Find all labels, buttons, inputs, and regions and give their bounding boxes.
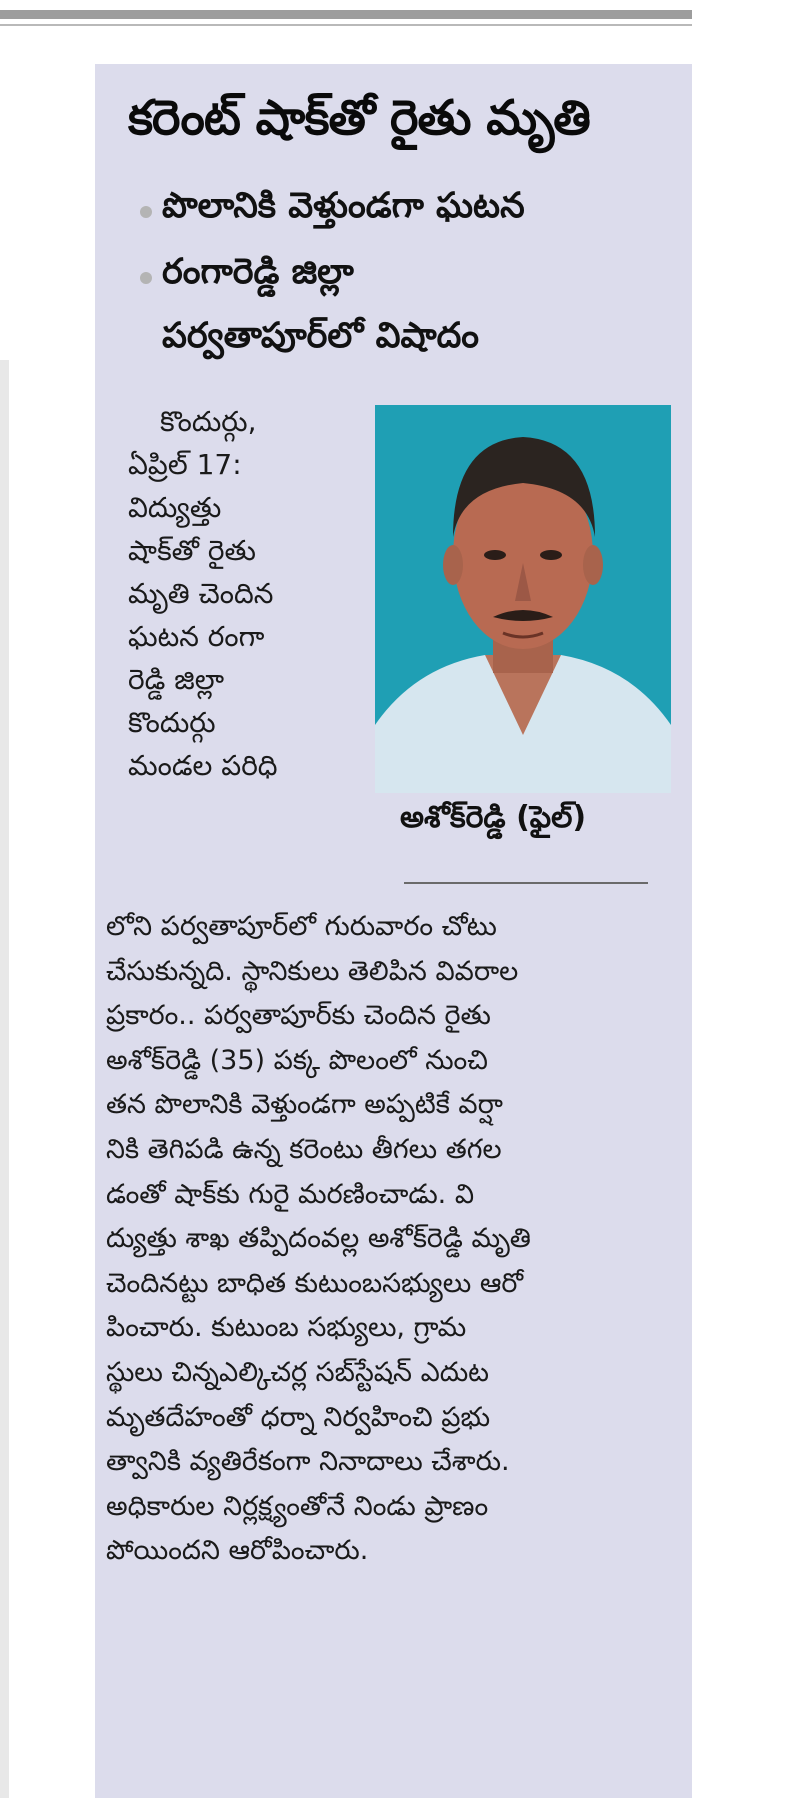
portrait-image — [375, 405, 671, 793]
intro-line: రెడ్డి జిల్లా — [128, 663, 225, 696]
body-line: లోని పర్వతాపూర్‌లో గురువారం చోటు — [106, 911, 497, 942]
body-line: ద్యుత్తు శాఖ తప్పిదంవల్ల అశోక్‌రెడ్డి మృతి — [106, 1223, 531, 1255]
subheading: రంగారెడ్డి జిల్లా — [162, 252, 354, 292]
subheading: పొలానికి వెళ్తుండగా ఘటన — [162, 186, 525, 226]
body-line: త్వానికి వ్యతిరేకంగా నినాదాలు చేశారు. — [106, 1446, 510, 1478]
adjacent-column-edge — [0, 360, 9, 1798]
intro-line: కొందుర్గు — [128, 706, 216, 739]
body-line: మృతదేహంతో ధర్నా నిర్వహించి ప్రభు — [106, 1401, 491, 1433]
body-line: అశోక్‌రెడ్డి (35) పక్క పొలంలో నుంచి — [106, 1044, 488, 1076]
body-line: అధికారుల నిర్లక్ష్యంతోనే నిండు ప్రాణం — [106, 1490, 489, 1522]
body-line: ప్రకారం.. పర్వతాపూర్‌కు చెందిన రైతు — [106, 1000, 491, 1032]
body-line: స్థులు చిన్నఎల్కిచర్ల సబ్‌స్టేషన్ ఎదుట — [106, 1356, 490, 1388]
subheading: పర్వతాపూర్‌లో విషాదం — [162, 316, 480, 356]
body-line: తన పొలానికి వెళ్తుండగా అప్పటికే వర్షా — [106, 1089, 503, 1121]
body-line: డంతో షాక్‌కు గురై మరణించాడు. వి — [106, 1178, 475, 1210]
intro-line: కొందుర్గు, — [160, 405, 257, 438]
body-line: నికి తెగిపడి ఉన్న కరెంటు తీగలు తగల — [106, 1133, 502, 1165]
photo-caption: అశోక్‌రెడ్డి (ఫైల్) — [400, 800, 587, 835]
intro-line: విద్యుత్తు — [128, 491, 222, 524]
bullet-dot — [140, 206, 152, 218]
intro-line: ఏప్రిల్ 17: — [128, 448, 242, 481]
caption-divider — [404, 882, 648, 884]
intro-line: మృతి చెందిన — [128, 577, 274, 610]
body-line: చెందినట్టు బాధిత కుటుంబసభ్యులు ఆరో — [106, 1267, 524, 1299]
bullet-dot — [140, 272, 152, 284]
intro-line: ఘటన రంగా — [128, 620, 265, 653]
headline: కరెంట్ షాక్‌తో రైతు మృతి — [128, 90, 590, 146]
top-rule — [0, 10, 692, 19]
person-photo — [375, 405, 671, 793]
article-body — [106, 905, 681, 1574]
dateline-column — [128, 400, 364, 787]
body-line: పోయిందని ఆరోపించారు. — [106, 1535, 369, 1567]
intro-line: షాక్‌తో రైతు — [128, 534, 256, 567]
top-rule-thin — [0, 24, 692, 26]
intro-line: మండల పరిధి — [128, 749, 278, 782]
body-line: చేసుకున్నది. స్థానికులు తెలిపిన వివరాల — [106, 955, 519, 987]
body-line: పించారు. కుటుంబ సభ్యులు, గ్రామ — [106, 1312, 467, 1344]
